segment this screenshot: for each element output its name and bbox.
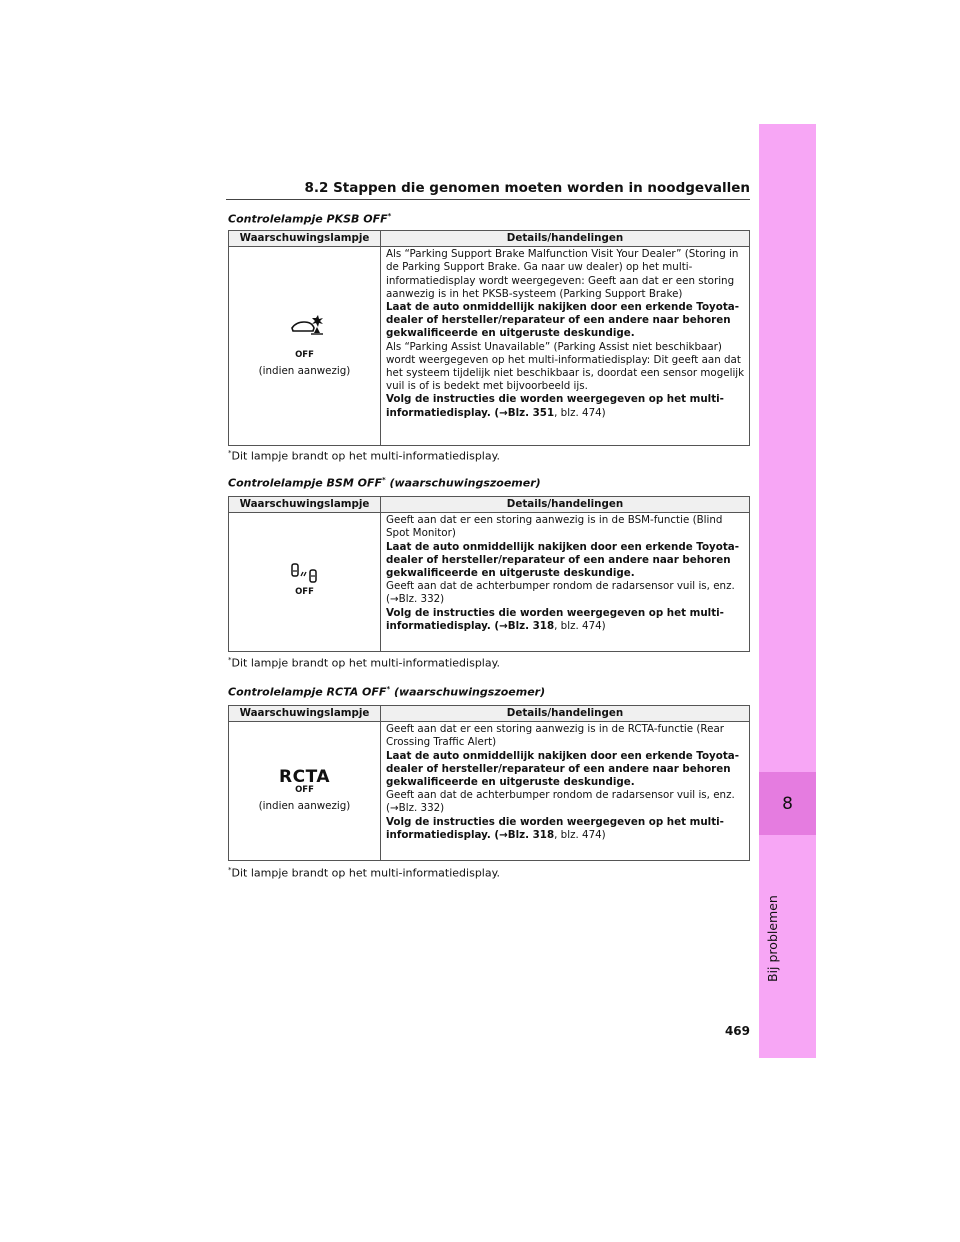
detail-text: Geeft aan dat er een storing aanwezig is in de BSM-functie (Blind Spot Monitor) [386,514,723,540]
header-rule [226,199,750,200]
page-number: 469 [724,1024,750,1038]
lamp-note: (indien aanwezig) [258,364,351,377]
icon-off-label: OFF [295,349,314,360]
footnote-rcta: *Dit lampje brandt op het multi-informatiedisplay. [228,866,501,880]
running-head: 8.2 Stappen die genomen moeten worden in noodgevallen [304,180,750,196]
footnote-bsm: *Dit lampje brandt op het multi-informatiedisplay. [228,656,501,670]
chapter-number: 8 [759,772,816,835]
detail-instruction: Laat de auto onmiddellijk nakijken door een erkende Toyota-dealer of hersteller/reparateur of een andere naar behoren gekwalificeerde en uitgeruste deskundige. [386,749,739,789]
details-cell [381,722,750,861]
bsm-off-icon [288,562,322,597]
rcta-off-icon [279,769,330,795]
table-row [229,722,750,861]
lamp-cell [229,247,381,446]
pksb-table [228,230,750,446]
details-cell [381,513,750,652]
detail-text: Geeft aan dat de achterbumper rondom de radarsensor vuil is, enz. (→Blz. 332) [386,789,735,815]
icon-off-label: OFF [295,587,314,598]
section-title-rcta: Controlelampje RCTA OFF* (waarschuwingszoemer) [228,685,546,699]
detail-instruction: Volg de instructies die worden weergegeven op het multi-informatiedisplay. (→Blz. 318, blz. 474) [386,815,724,841]
table-row [229,513,750,652]
table-header-details: Details/handelingen [381,706,750,722]
table-header-details: Details/handelingen [381,231,750,247]
detail-instruction: Volg de instructies die worden weergegeven op het multi-informatiedisplay. (→Blz. 318, blz. 474) [386,606,724,632]
icon-off-label: OFF [295,785,314,795]
detail-instruction: Laat de auto onmiddellijk nakijken door een erkende Toyota-dealer of hersteller/reparateur of een andere naar behoren gekwalificeerde en uitgeruste deskundige. [386,540,739,580]
detail-instruction: Volg de instructies die worden weergegeven op het multi-informatiedisplay. (→Blz. 351, blz. 474) [386,393,724,419]
bsm-table [228,496,750,652]
detail-text: Als “Parking Support Brake Malfunction Visit Your Dealer” (Storing in de Parking Support Brake. Ga naar uw dealer) op het multi-informatiedisplay wordt weergegeven: Geeft aan dat er een storing aanwezig is in het PKSB-systeem (Parking Support Brake) [386,248,739,300]
chapter-side-tab [759,124,816,1058]
icon-rcta-label: RCTA [279,767,330,787]
section-title-bsm: Controlelampje BSM OFF* (waarschuwingszoemer) [228,476,541,490]
pksb-off-icon [282,314,328,359]
table-header-lamp: Waarschuwingslampje [229,497,381,513]
detail-text: Geeft aan dat de achterbumper rondom de radarsensor vuil is, enz. (→Blz. 332) [386,580,735,606]
lamp-cell [229,513,381,652]
chapter-title: Bij problemen [765,895,780,982]
detail-text: Geeft aan dat er een storing aanwezig is in de RCTA-functie (Rear Crossing Traffic Alert) [386,723,724,749]
table-header-lamp: Waarschuwingslampje [229,231,381,247]
section-title-pksb: Controlelampje PKSB OFF* [228,212,392,226]
table-row [229,247,750,446]
details-cell [381,247,750,446]
footnote-pksb: *Dit lampje brandt op het multi-informatiedisplay. [228,449,501,463]
lamp-cell [229,722,381,861]
detail-instruction: Laat de auto onmiddellijk nakijken door een erkende Toyota-dealer of hersteller/reparateur of een andere naar behoren gekwalificeerde en uitgeruste deskundige. [386,301,739,340]
detail-text: Als “Parking Assist Unavailable” (Parking Assist niet beschikbaar) wordt weergegeven op het multi-informatiedisplay: Dit geeft aan dat het systeem tijdelijk niet beschikbaar is, doordat een sensor mogelijk vuil is of is bedekt met bijvoorbeeld ijs. [386,340,745,393]
table-header-details: Details/handelingen [381,497,750,513]
lamp-note: (indien aanwezig) [258,800,351,813]
table-header-lamp: Waarschuwingslampje [229,706,381,722]
rcta-table [228,705,750,861]
